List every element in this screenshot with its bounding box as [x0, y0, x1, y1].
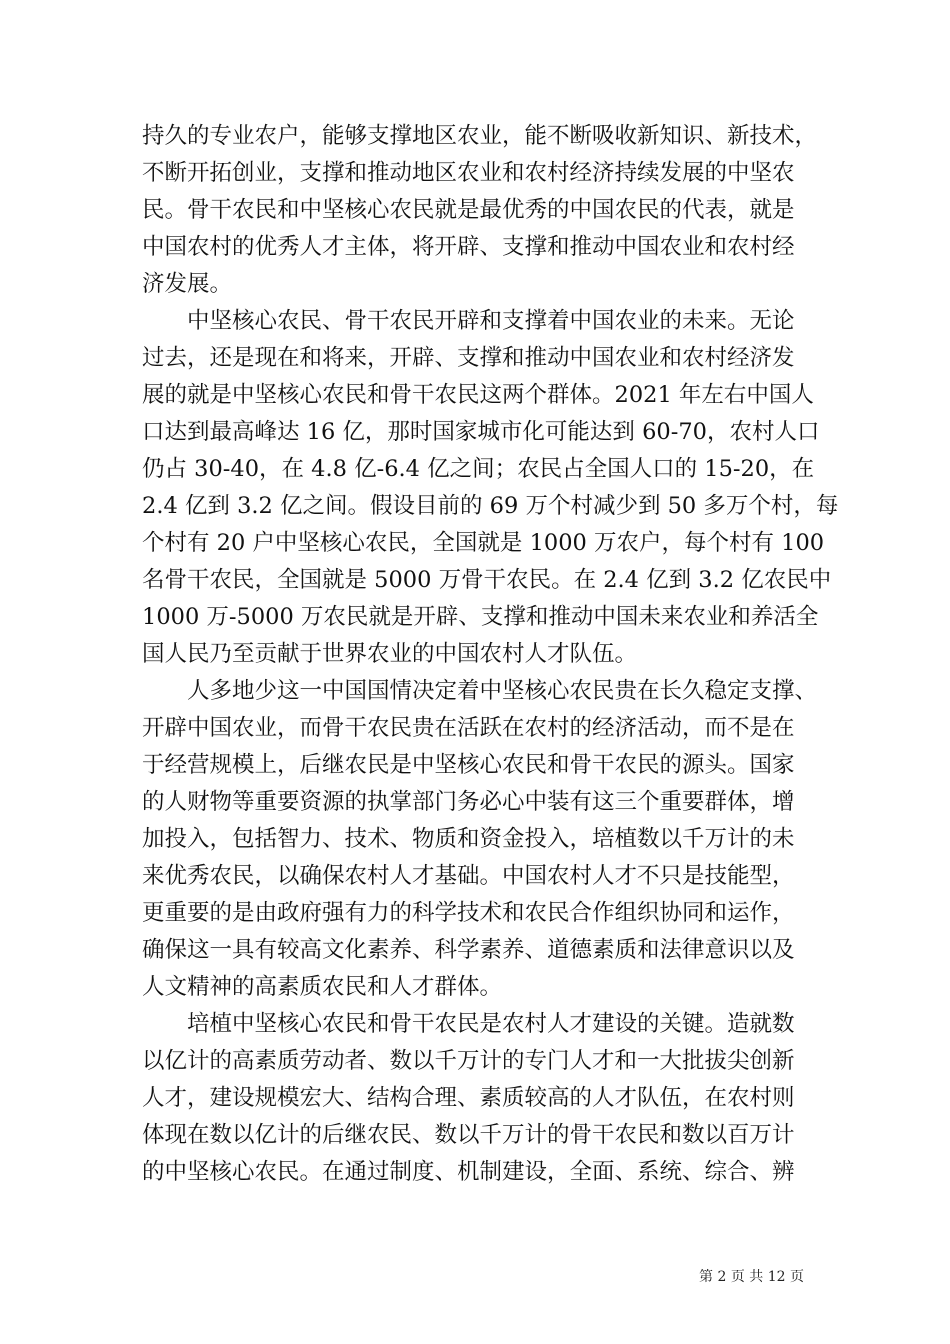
text-line: 济发展。 — [142, 271, 233, 297]
text-line: 展的就是中坚核心农民和骨干农民这两个群体。2021 年左右中国人 — [142, 382, 814, 408]
text-line: 2.4 亿到 3.2 亿之间。假设目前的 69 万个村减少到 50 多万个村，每 — [142, 493, 839, 519]
text-line: 开辟中国农业，而骨干农民贵在活跃在农村的经济活动，而不是在 — [142, 715, 795, 741]
text-line: 加投入，包括智力、技术、物质和资金投入，培植数以千万计的未 — [142, 826, 795, 852]
text-line: 人才，建设规模宏大、结构合理、素质较高的人才队伍，在农村则 — [142, 1085, 795, 1111]
text-line: 中国农村的优秀人才主体，将开辟、支撑和推动中国农业和农村经 — [142, 234, 795, 260]
text-line: 1000 万-5000 万农民就是开辟、支撑和推动中国未来农业和养活全 — [142, 604, 819, 630]
text-line: 口达到最高峰达 16 亿，那时国家城市化可能达到 60-70，农村人口 — [142, 419, 820, 445]
text-line: 以亿计的高素质劳动者、数以千万计的专门人才和一大批拔尖创新 — [142, 1048, 795, 1074]
text-line: 过去，还是现在和将来，开辟、支撑和推动中国农业和农村经济发 — [142, 345, 795, 371]
text-line: 来优秀农民，以确保农村人才基础。中国农村人才不只是技能型， — [142, 863, 795, 889]
text-line: 于经营规模上，后继农民是中坚核心农民和骨干农民的源头。国家 — [142, 752, 795, 778]
text-line: 不断开拓创业，支撑和推动地区农业和农村经济持续发展的中坚农 — [142, 160, 795, 186]
document-body — [142, 118, 839, 1191]
text-line: 确保这一具有较高文化素养、科学素养、道德素质和法律意识以及 — [142, 937, 795, 963]
text-line: 人多地少这一中国国情决定着中坚核心农民贵在长久稳定支撑、 — [187, 678, 818, 704]
text-line: 更重要的是由政府强有力的科学技术和农民合作组织协同和运作， — [142, 900, 795, 926]
text-line: 国人民乃至贡献于世界农业的中国农村人才队伍。 — [142, 641, 638, 667]
text-line: 人文精神的高素质农民和人才群体。 — [142, 974, 503, 1000]
text-line: 名骨干农民，全国就是 5000 万骨干农民。在 2.4 亿到 3.2 亿农民中 — [142, 567, 832, 593]
page-number: 第 2 页 共 12 页 — [699, 1269, 804, 1285]
paragraph — [142, 1006, 814, 1191]
text-line: 中坚核心农民、骨干农民开辟和支撑着中国农业的未来。无论 — [187, 308, 795, 334]
paragraph — [142, 303, 839, 673]
text-line: 培植中坚核心农民和骨干农民是农村人才建设的关键。造就数 — [187, 1011, 795, 1037]
text-line: 个村有 20 户中坚核心农民，全国就是 1000 万农户，每个村有 100 — [142, 530, 825, 556]
paragraph — [142, 673, 818, 1006]
page-footer — [0, 1266, 950, 1290]
text-line: 的人财物等重要资源的执掌部门务必心中装有这三个重要群体，增 — [142, 789, 795, 815]
text-line: 民。骨干农民和中坚核心农民就是最优秀的中国农民的代表，就是 — [142, 197, 795, 223]
text-line: 体现在数以亿计的后继农民、数以千万计的骨干农民和数以百万计 — [142, 1122, 795, 1148]
text-line: 的中坚核心农民。在通过制度、机制建设，全面、系统、综合、辨 — [142, 1159, 795, 1185]
text-line: 仍占 30-40，在 4.8 亿-6.4 亿之间；农民占全国人口的 15-20，在 — [142, 456, 815, 482]
text-line: 持久的专业农户，能够支撑地区农业，能不断吸收新知识、新技术， — [142, 123, 818, 149]
paragraph — [142, 118, 818, 303]
